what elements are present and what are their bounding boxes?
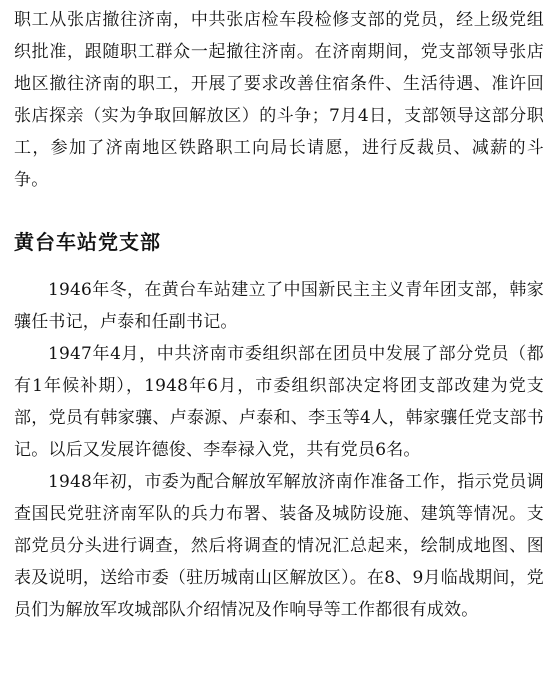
continued-paragraph: 职工从张店撤往济南，中共张店检车段检修支部的党员，经上级党组织批准，跟随职工群众一起撤往济南。在济南期间，党支部领导张店地区撤往济南的职工，开展了要求改善住宿条件、生活待遇、准许回张店探亲（实为争取回解放区）的斗争；7月4日，支部领导这部分职工，参加了济南地区铁路职工向局长请愿，进行反裁员、减薪的斗争。: [14, 10, 544, 190]
section-paragraph-1: 1946年冬，在黄台车站建立了中国新民主主义青年团支部，韩家骧任书记，卢泰和任副书记。: [14, 280, 544, 332]
section-paragraph-3: 1948年初，市委为配合解放军解放济南作准备工作，指示党员调查国民党驻济南军队的兵力布署、装备及城防设施、建筑等情况。支部党员分头进行调查，然后将调查的情况汇总起来，绘制成地图、图表及说明，送给市委（驻历城南山区解放区）。在8、9月临战期间，党员们为解放军攻城部队介绍情况及作响导等工作都很有成效。: [14, 472, 544, 620]
section-paragraph-2: 1947年4月，中共济南市委组织部在团员中发展了部分党员（都有1年候补期），1948年6月，市委组织部决定将团支部改建为党支部，党员有韩家骧、卢泰源、卢泰和、李玉等4人，韩家骧任党支部书记。以后又发展许德俊、李奉禄入党，共有党员6名。: [14, 344, 544, 460]
section-heading: 黄台车站党支部: [14, 230, 161, 254]
